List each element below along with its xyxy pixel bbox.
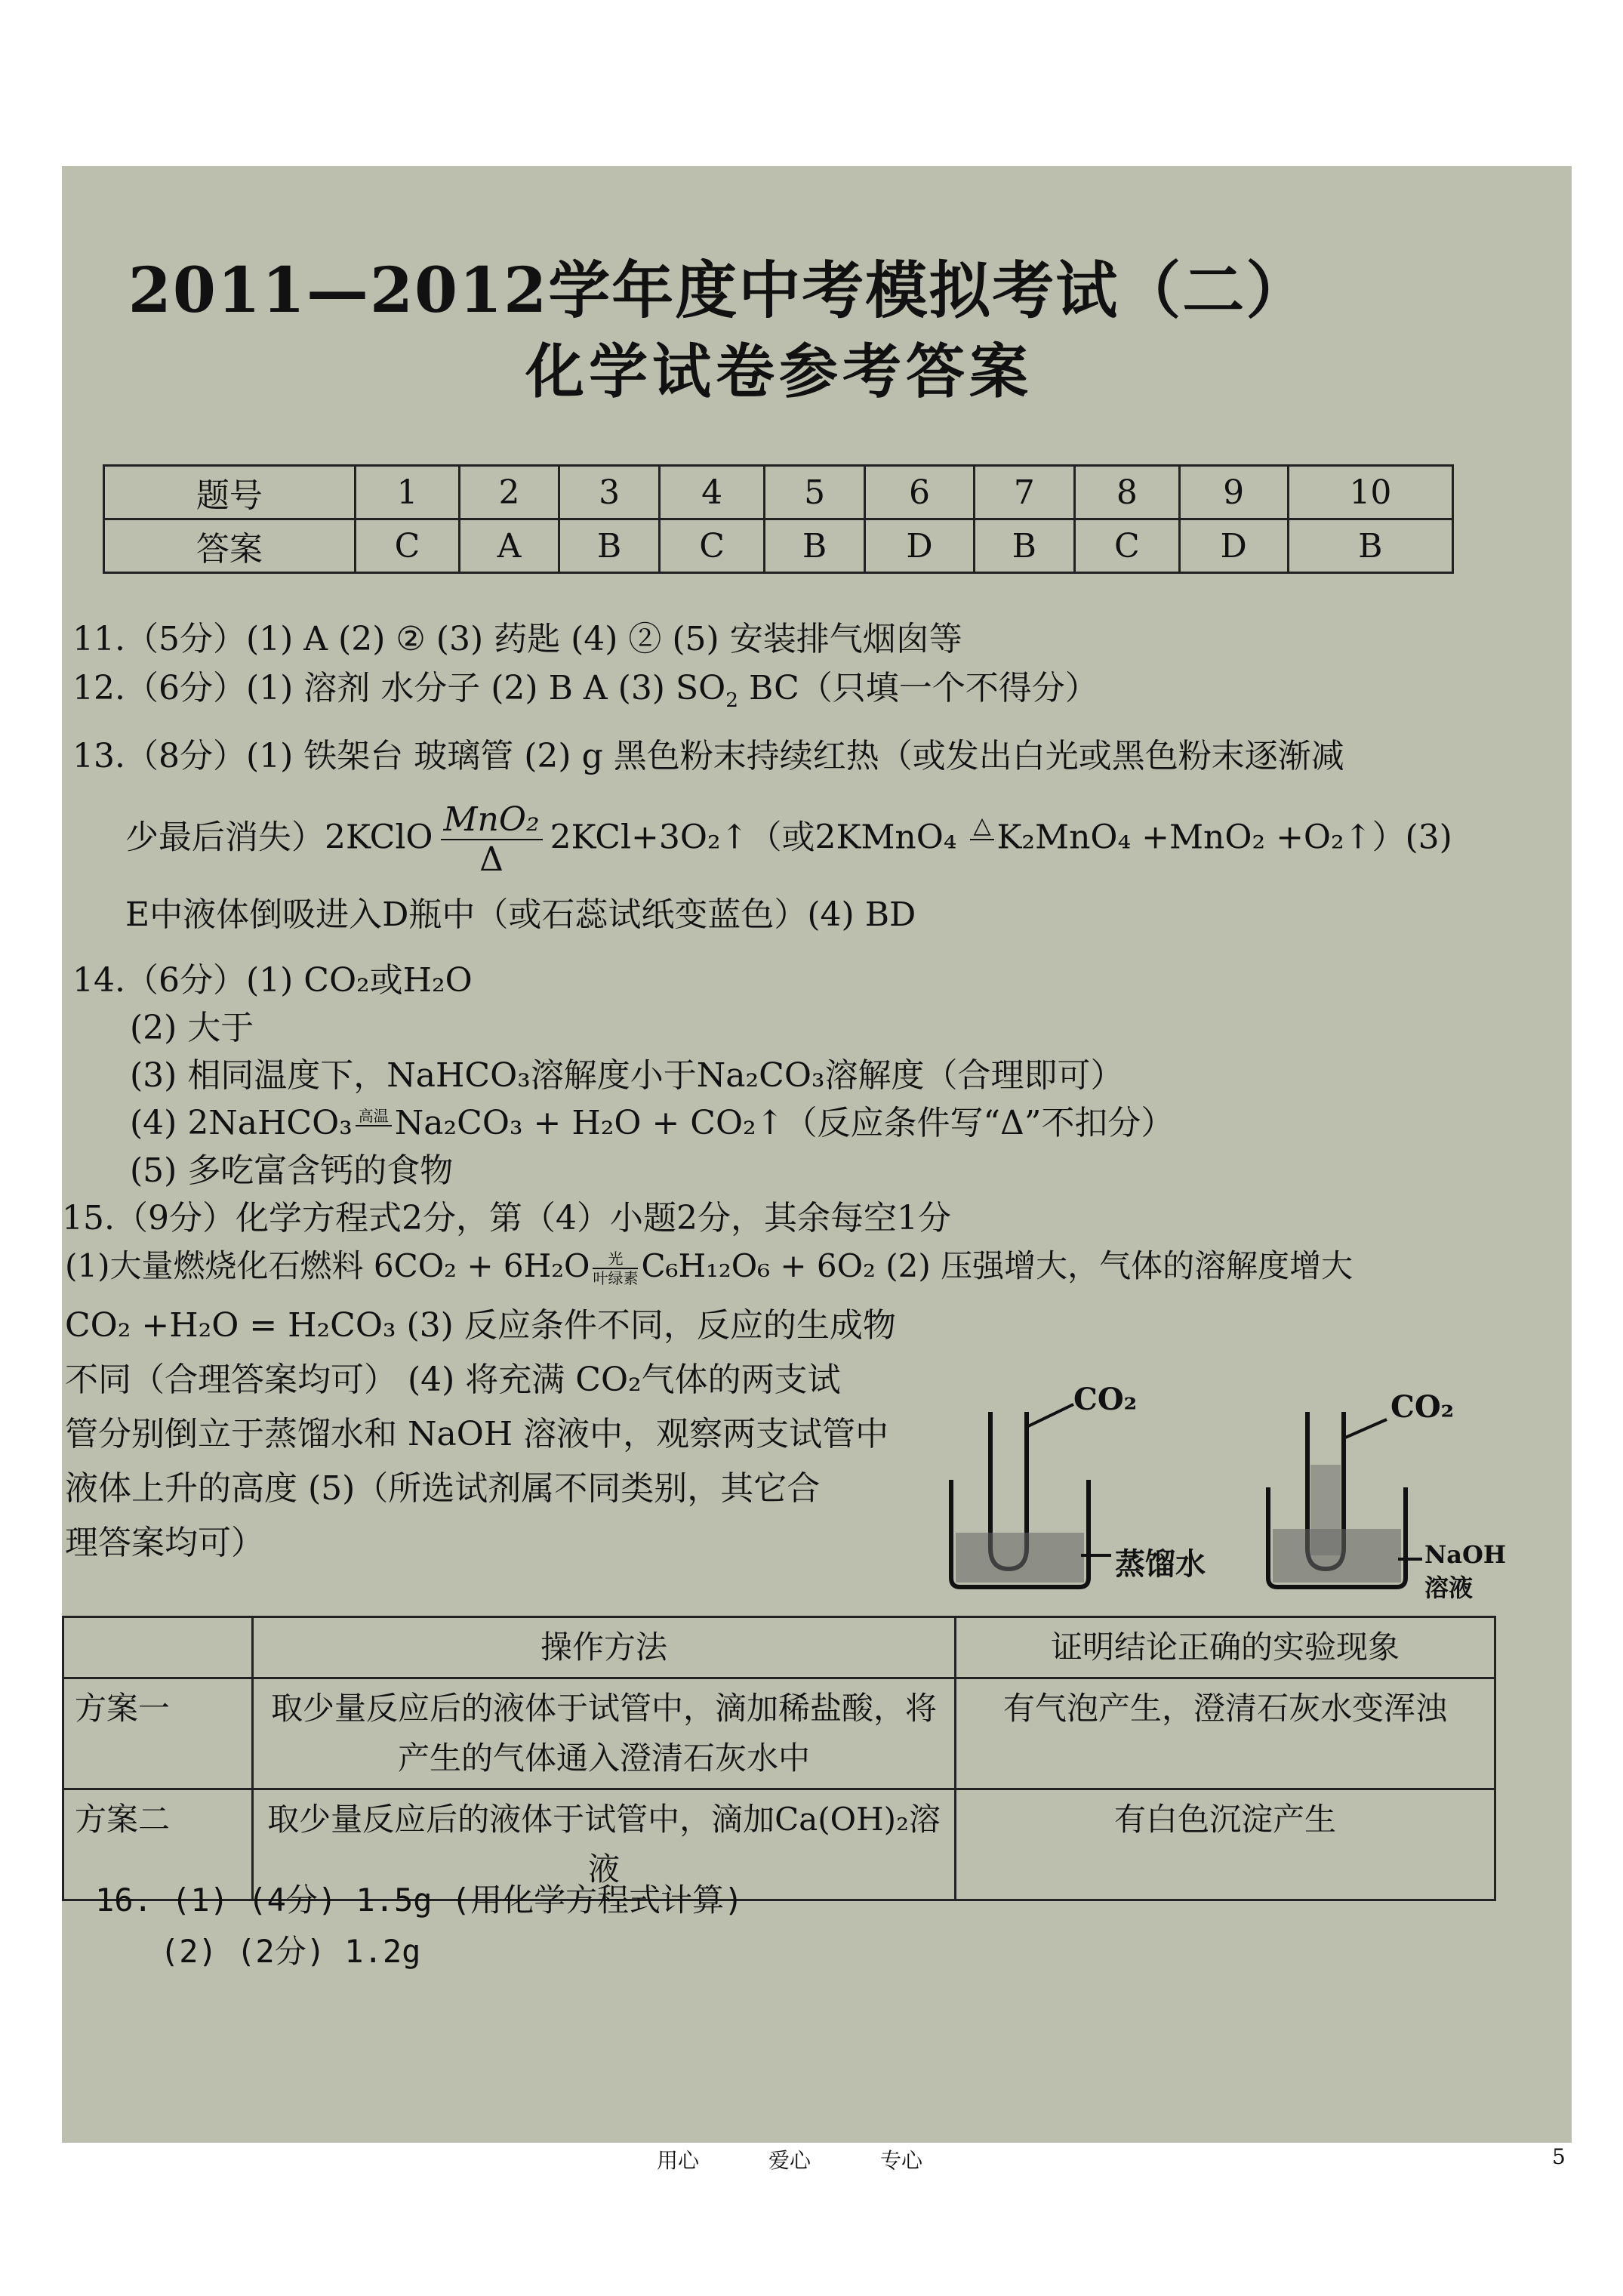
answer-q15-paragraph [65,1299,896,1570]
table-label: 答案 [104,519,356,573]
liquid-label-right: 溶液 [1424,1573,1474,1602]
answer-q16-line1: 16. (1) (4分) 1.5g (用化学方程式计算) [95,1881,744,1918]
question-number: 6 [865,466,974,519]
gas-label-left: CO₂ [1073,1382,1138,1417]
scanned-page [62,166,1572,2143]
right-apparatus [1268,1412,1422,1587]
q15-para-line: CO₂ +H₂O = H₂CO₃ (3) 反应条件不同，反应的生成物 [65,1306,896,1345]
answer-cell: A [460,519,559,573]
q12-subscript: 2 [725,688,738,712]
question-number: 1 [355,466,459,519]
q12-text-a: 12.（6分）(1) 溶剂 水分子 (2) B A (3) SO [72,669,726,707]
result-header: 证明结论正确的实验现象 [956,1617,1495,1678]
q14-text-a: (4) 2NaHCO₃ [130,1104,353,1142]
catalyst-label: MnO₂ [441,800,543,840]
left-apparatus [951,1404,1111,1587]
question-number: 8 [1075,466,1179,519]
condition-label: 高温 [356,1108,392,1126]
page-number: 5 [1552,2144,1566,2169]
method-header: 操作方法 [253,1617,956,1678]
answer-q11: 11.（5分）(1) A (2) ② (3) 药匙 (4) ② (5) 安装排气烟囱等 [72,620,962,658]
question-number: 2 [460,466,559,519]
q15-text-a: (1)大量燃烧化石燃料 6CO₂ + 6H₂O [65,1247,590,1284]
table-row [63,1678,1495,1789]
q15-para-line: 管分别倒立于蒸馏水和 NaOH 溶液中，观察两支试管中 [65,1415,889,1453]
plan-method: 取少量反应后的液体于试管中，滴加稀盐酸，将产生的气体通入澄清石灰水中 [253,1678,956,1789]
answer-q16-line2: (2) (2分) 1.2g [160,1933,421,1970]
answer-cell: C [660,519,764,573]
q15-para-line: 液体上升的高度 (5)（所选试剂属不同类别，其它合 [65,1469,821,1508]
answer-cell: D [865,519,974,573]
answer-cell: C [355,519,459,573]
answer-q13-line1: 13.（8分）(1) 铁架台 玻璃管 (2) g 黑色粉末持续红热（或发出白光或黑色粉末逐渐减 [72,737,1344,775]
answer-cell: C [1075,519,1179,573]
q15-text-b: C₆H₁₂O₆ + 6O₂ (2) 压强增大，气体的溶解度增大 [641,1247,1354,1284]
heat-symbol: △ [970,815,993,840]
answer-table [103,464,1454,574]
answer-cell: D [1179,519,1288,573]
heat-condition [970,812,993,864]
footer-text: 爱心 [768,2148,812,2173]
answer-cell: B [559,519,660,573]
plan-result: 有气泡产生，澄清石灰水变浑浊 [956,1678,1495,1789]
question-number: 9 [1179,466,1288,519]
answer-q14-line2: (2) 大于 [130,1009,254,1047]
liquid-label-right: NaOH [1424,1540,1507,1569]
gas-label-right: CO₂ [1390,1389,1455,1425]
answer-q14-line4 [130,1096,1174,1144]
answer-q12 [72,661,1098,712]
table-label: 题号 [104,466,356,519]
footer-text: 专心 [880,2148,923,2173]
answer-table-header-row [104,466,1453,519]
answer-q14-line5: (5) 多吃富含钙的食物 [130,1151,454,1190]
answer-cell: B [974,519,1075,573]
photosynthesis-condition [593,1251,638,1286]
question-number: 7 [974,466,1075,519]
pointer-line [1344,1419,1387,1438]
answer-cell: B [1288,519,1452,573]
q15-para-line: 理答案均可） [65,1524,264,1562]
answer-q15-line2 [65,1241,1353,1287]
plan-method: 取少量反应后的液体于试管中，滴加Ca(OH)₂溶液 [253,1789,956,1900]
q13-text-a: 少最后消失）2KClO [125,818,433,857]
footer-text: 用心 [657,2148,700,2173]
liquid-label-left: 蒸馏水 [1115,1546,1206,1582]
q13-text-b: 2KCl+3O₂↑（或2KMnO₄ [550,818,957,857]
plan-result: 有白色沉淀产生 [956,1789,1495,1900]
q15-para-line: 不同（合理答案均可） (4) 将充满 CO₂气体的两支试 [65,1361,841,1399]
experiment-table [62,1616,1496,1901]
reaction-condition [356,1108,392,1143]
q13-text-c: K₂MnO₄ +MnO₂ +O₂↑）(3) [996,818,1452,857]
q14-text-b: Na₂CO₃ + H₂O + CO₂↑（反应条件写“Δ”不扣分） [394,1104,1175,1142]
page-subtitle: 化学试卷参考答案 [525,337,1033,406]
liquid-level [956,1533,1084,1583]
question-number: 4 [660,466,764,519]
chlorophyll-label: 叶绿素 [593,1269,639,1287]
blank-header-cell [63,1617,253,1678]
question-number: 5 [764,466,865,519]
experiment-table-header [63,1617,1495,1678]
answer-table-answer-row [104,519,1453,573]
raised-liquid [1310,1465,1341,1555]
answer-q15-line1: 15.（9分）化学方程式2分，第（4）小题2分，其余每空1分 [62,1199,951,1237]
reaction-condition-fraction [441,800,543,879]
light-label: 光 [593,1251,638,1269]
pointer-line [1027,1404,1073,1427]
heat-label: Δ [479,840,504,879]
answer-cell: B [764,519,865,573]
question-number: 10 [1288,466,1452,519]
plan-name: 方案二 [63,1789,253,1900]
answer-q13-line3: E中液体倒吸进入D瓶中（或石蕊试纸变蓝色）(4) BD [125,895,916,934]
answer-q14-line1: 14.（6分）(1) CO₂或H₂O [72,961,473,1000]
answer-q14-line3: (3) 相同温度下，NaHCO₃溶解度小于Na₂CO₃溶解度（合理即可） [130,1056,1124,1095]
answer-q13-line2 [125,800,1452,879]
plan-name: 方案一 [63,1678,253,1789]
question-number: 3 [559,466,660,519]
page-title: 2011—2012学年度中考模拟考试（二） [128,254,1310,327]
q12-text-b: BC（只填一个不得分） [738,669,1098,707]
